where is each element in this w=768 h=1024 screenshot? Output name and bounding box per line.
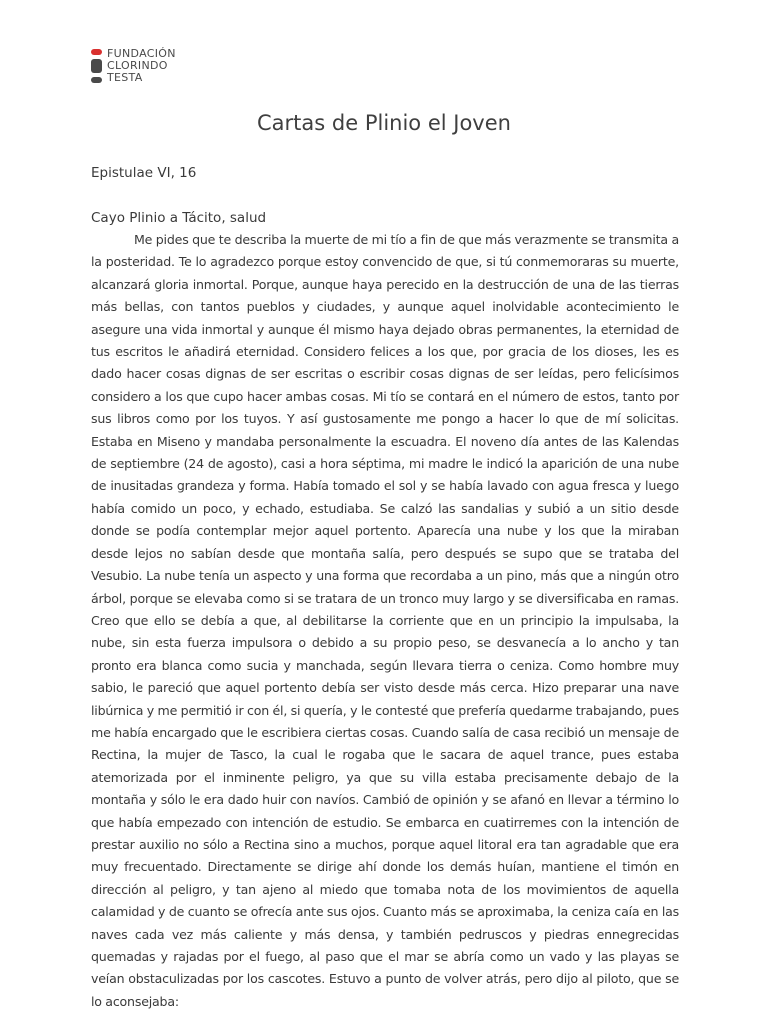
- logo-bar-top: [91, 49, 102, 55]
- logo-wordmark: [107, 48, 176, 84]
- document-title: Cartas de Plinio el Joven: [257, 111, 511, 135]
- logo-bar-bottom: [91, 77, 102, 83]
- logo-line-2: CLORINDO: [107, 59, 168, 72]
- logo-line-3: TESTA: [107, 71, 143, 84]
- logo-bar-middle: [91, 59, 102, 73]
- document-subtitle: Epistulae VI, 16: [91, 165, 197, 181]
- letter-body: Me pides que te describa la muerte de mi tío a fin de que más verazmente se transmita a la posteridad. Te lo agradezco porque estoy convencido de que, si tú conmemoraras su muerte, alcanzará gloria inmortal. Porque, aunque haya perecido en la destrucción de una de las tierras más bellas, con tantos pueblos y ciudades, y aunque aquel inolvidable acontecimiento le asegure una vida inmortal y aunque él mismo haya dejado obras permanentes, la eternidad de tus escritos le añadirá eternidad. Considero felices a los que, por gracia de los dioses, les es dado hacer cosas dignas de ser escritas o escribir cosas dignas de ser leídas, pero felicísimos considero a los que cupo hacer ambas cosas. Mi tío se contará en el número de estos, tanto por sus libros como por los tuyos. Y así gustosamente me pongo a hacer lo que de mí solicitas. Estaba en Miseno y mandaba personalmente la escuadra. El noveno día antes de las Kalendas de septiembre (24 de agosto), casi a hora séptima, mi madre le indicó la aparición de una nube de inusitadas grandeza y forma. Había tomado el sol y se había lavado con agua fresca y luego había comido un poco, y echado, estudiaba. Se calzó las sandalias y subió a un sitio desde donde se podía contemplar mejor aquel portento. Aparecía una nube y los que la miraban desde lejos no sabían desde que montaña salía, pero después se supo que se trataba del Vesubio. La nube tenía un aspecto y una forma que recordaba a un pino, más que a ningún otro árbol, porque se elevaba como si se tratara de un tronco muy largo y se diversificaba en ramas. Creo que ello se debía a que, al debilitarse la corriente que en un principio la impulsaba, la nube, sin esta fuerza impulsora o debido a su propio peso, se desvanecía a lo ancho y tan pronto era blanca como sucia y manchada, según llevara tierra o ceniza. Como hombre muy sabio, le pareció que aquel portento debía ser visto desde más cerca. Hizo preparar una nave libúrnica y me permitió ir con él, si quería, y le contesté que prefería quedarme trabajando, pues me había encargado que le escribiera ciertas cosas. Cuando salía de casa recibió un mensaje de Rectina, la mujer de Tasco, la cual le rogaba que le sacara de aquel trance, pues estaba atemorizada por el inminente peligro, ya que su villa estaba precisamente debajo de la montaña y sólo le era dado huir con navíos. Cambió de opinión y se afanó en llevar a término lo que había empezado con intención de estudio. Se embarca en cuatirremes con la intención de prestar auxilio no sólo a Rectina sino a muchos, porque aquel litoral era tan agradable que era muy frecuentado. Directamente se dirige ahí donde los demás huían, mantiene el timón en dirección al peligro, y tan ajeno al miedo que tomaba nota de los movimientos de aquella calamidad y de cuanto se ofrecía ante sus ojos. Cuanto más se aproximaba, la ceniza caía en las naves cada vez más caliente y más densa, y también pedruscos y piedras ennegrecidas quemadas y rajadas por el fuego, al paso que el mar se abría como un vado y las playas se veían obstaculizadas por los cascotes. Estuvo a punto de volver atrás, pero dijo al piloto, que se lo aconsejaba:: [91, 232, 679, 1009]
- foundation-logo: [91, 48, 176, 86]
- letter-salutation: Cayo Plinio a Tácito, salud: [91, 210, 267, 226]
- logo-line-1: FUNDACIÓN: [107, 47, 176, 60]
- foundation-logo-mark-icon: [91, 49, 103, 86]
